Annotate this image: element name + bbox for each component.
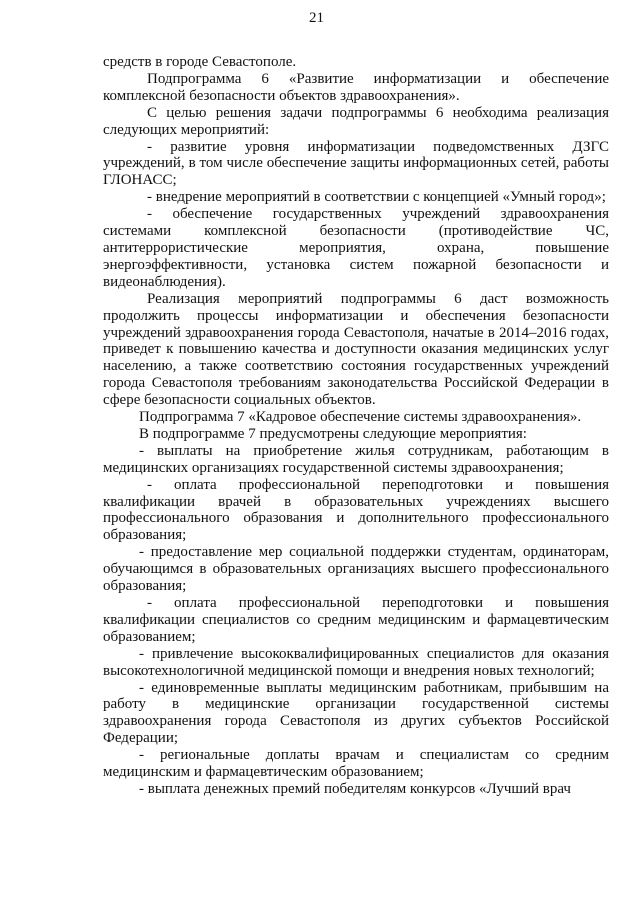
paragraph: - единовременные выплаты медицинским работникам, прибывшим на работу в медицинские организации государственной системы здравоохранения города Севастополя из других субъектов Российской Федерации; [103,679,609,747]
paragraph: - оплата профессиональной переподготовки и повышения квалификации специалистов со средним медицинским и фармацевтическим образованием; [103,595,609,645]
paragraph: - выплаты на приобретение жилья сотрудникам, работающим в медицинских организациях государственной системы здравоохранения; [103,442,609,476]
paragraph: С целью решения задачи подпрограммы 6 необходима реализация следующих мероприятий: [103,104,609,138]
paragraph: - выплата денежных премий победителям конкурсов «Лучший врач [139,780,571,797]
paragraph: - развитие уровня информатизации подведомственных ДЗГС учреждений, в том числе обеспечение защиты информационных сетей, работы ГЛОНАСС; [103,138,609,189]
paragraph: средств в городе Севастополе. [103,54,297,70]
paragraph: Реализация мероприятий подпрограммы 6 даст возможность продолжить процессы информатизации и обеспечения безопасности учреждений здравоохранения города Севастополя, начатые в 2014–2016 годах, приведет к повышению качества и доступности оказания медицинских услуг населению, а также соответствию состояния государственных учреждений города Севастополя требованиям законодательства Российской Федерации в сфере безопасности социальных объектов. [103,290,609,409]
paragraph: - предоставление мер социальной поддержки студентам, ординаторам, обучающимся в образовательных организациях высшего профессионального образования; [103,544,609,595]
paragraph: - внедрение мероприятий в соответствии с концепцией «Умный город»; [147,189,606,206]
paragraph: - региональные доплаты врачам и специалистам со средним медицинским и фармацевтическим образованием; [103,747,609,781]
page-number: 21 [309,10,324,26]
paragraph: - обеспечение государственных учреждений здравоохранения системами комплексной безопасности (противодействие ЧС, антитеррористические мероприятия, охрана, повышение энергоэффективности, установка систем пожарной безопасности и видеонаблюдения). [103,206,609,290]
paragraph: - оплата профессиональной переподготовки и повышения квалификации врачей в образовательных учреждениях высшего профессионального образования и дополнительного профессионального образования; [103,476,609,544]
paragraph: Подпрограмма 7 «Кадровое обеспечение системы здравоохранения». [139,409,582,426]
document-body [103,54,609,798]
paragraph: Подпрограмма 6 «Развитие информатизации и обеспечение комплексной безопасности объектов здравоохранения». [103,70,609,104]
paragraph: - привлечение высококвалифицированных специалистов для оказания высокотехнологичной медицинской помощи и внедрения новых технологий; [103,645,609,679]
paragraph: В подпрограмме 7 предусмотрены следующие мероприятия: [139,425,527,442]
